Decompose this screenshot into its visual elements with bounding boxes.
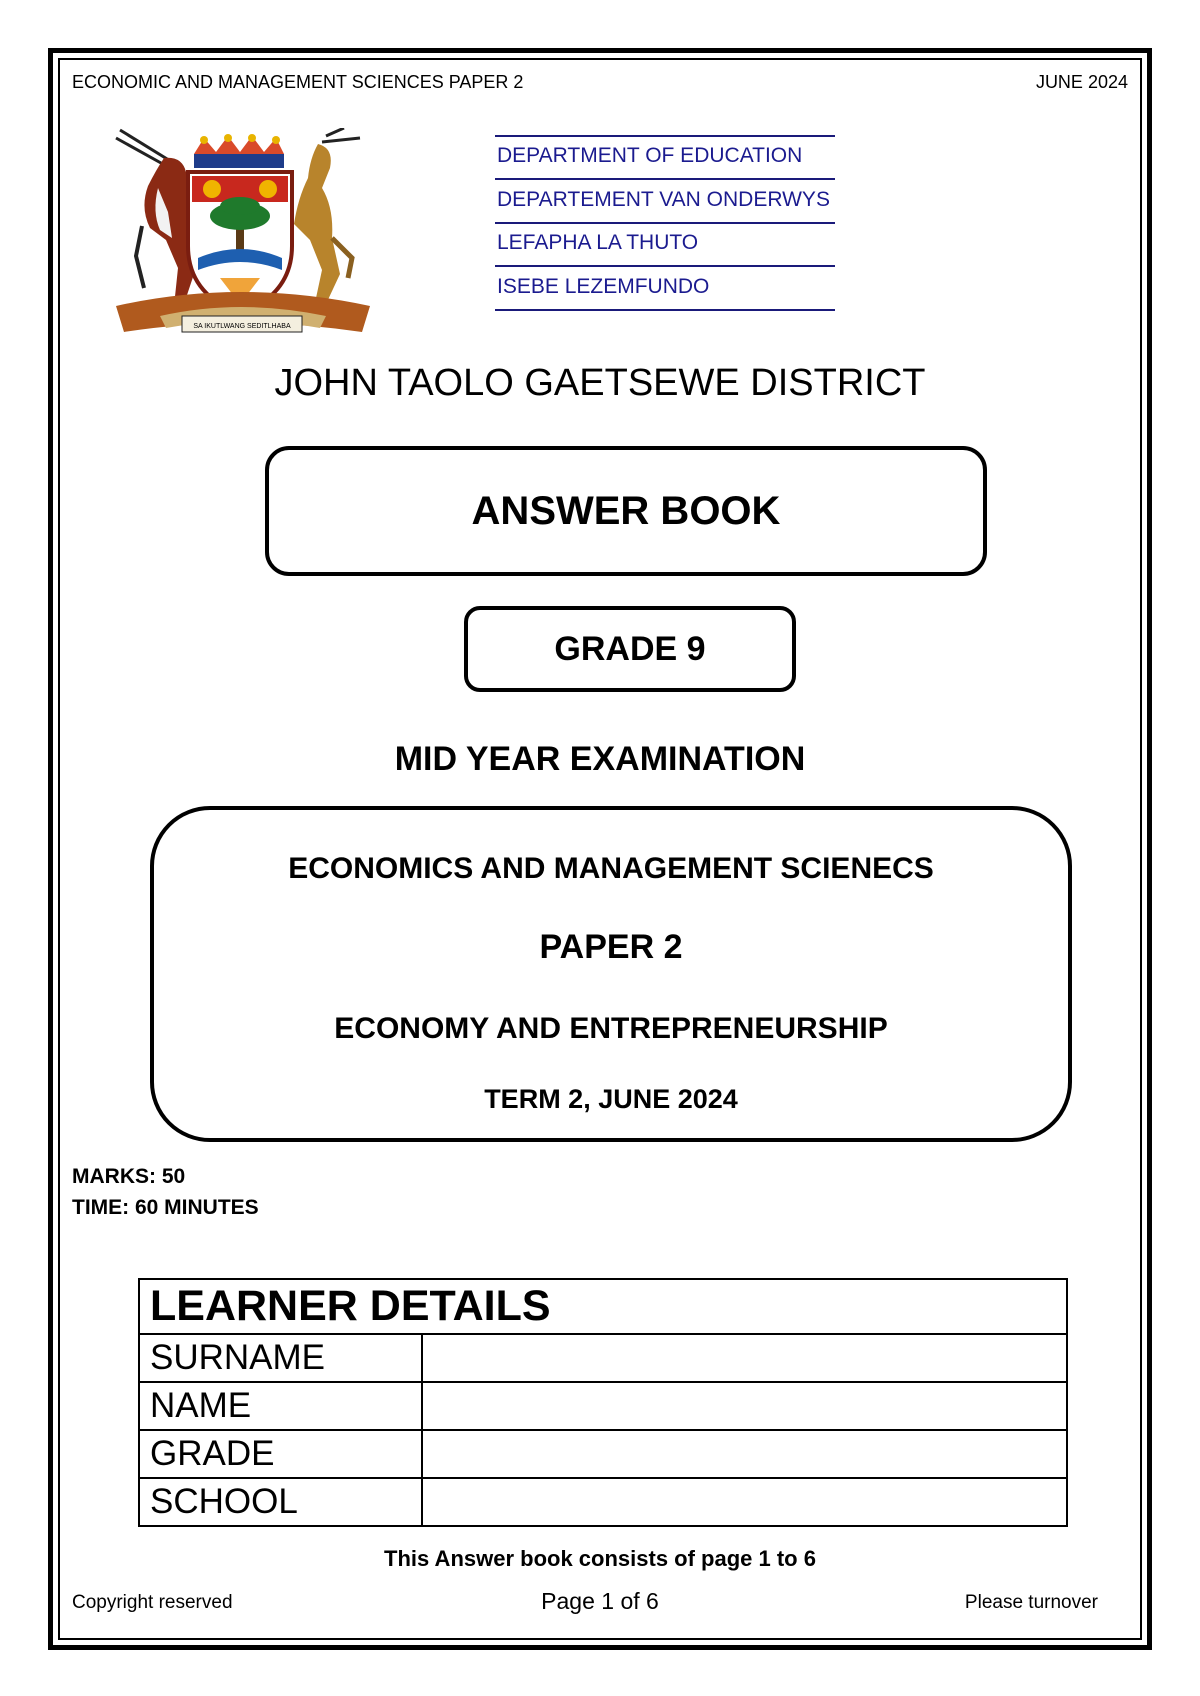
paper-topic: ECONOMY AND ENTREPRENEURSHIP xyxy=(334,1012,888,1045)
grade-box xyxy=(464,606,796,692)
learner-details-title: LEARNER DETAILS xyxy=(139,1279,1067,1334)
footer-page-number: Page 1 of 6 xyxy=(541,1588,659,1614)
name-field[interactable] xyxy=(422,1382,1067,1430)
paper-info-box xyxy=(150,806,1072,1142)
header-date: JUNE 2024 xyxy=(1035,72,1128,92)
field-label-name: NAME xyxy=(139,1382,422,1430)
surname-field[interactable] xyxy=(422,1334,1067,1382)
field-label-surname: SURNAME xyxy=(139,1334,422,1382)
subject-title: ECONOMICS AND MANAGEMENT SCIENECS xyxy=(288,852,934,885)
learner-details-table xyxy=(138,1278,1068,1527)
field-label-school: SCHOOL xyxy=(139,1478,422,1526)
header-subject: ECONOMIC AND MANAGEMENT SCIENCES PAPER 2 xyxy=(72,72,524,92)
grade-field[interactable] xyxy=(422,1430,1067,1478)
district-title: JOHN TAOLO GAETSEWE DISTRICT xyxy=(274,362,926,404)
answer-book-title: ANSWER BOOK xyxy=(471,488,781,533)
school-field[interactable] xyxy=(422,1478,1067,1526)
coat-of-arms-emblem xyxy=(112,128,374,338)
footer-copyright: Copyright reserved xyxy=(72,1592,233,1613)
table-row xyxy=(139,1382,1067,1430)
dept-line-isixhosa: ISEBE LEZEMFUNDO xyxy=(497,275,710,298)
grade-label: GRADE 9 xyxy=(554,629,706,668)
paper-number: PAPER 2 xyxy=(539,928,683,966)
coat-of-arms-motto: SA IKUTLWANG SEDITLHABA xyxy=(193,323,291,330)
dept-line-setswana: LEFAPHA LA THUTO xyxy=(497,231,699,254)
answer-book-box xyxy=(265,446,987,576)
table-row xyxy=(139,1478,1067,1526)
time-allowed: TIME: 60 MINUTES xyxy=(72,1196,259,1219)
paper-term: TERM 2, JUNE 2024 xyxy=(484,1084,738,1114)
table-row xyxy=(139,1334,1067,1382)
page-count-note: This Answer book consists of page 1 to 6 xyxy=(384,1546,816,1571)
table-row xyxy=(139,1430,1067,1478)
dept-line-afrikaans: DEPARTEMENT VAN ONDERWYS xyxy=(497,188,830,211)
dept-line-english: DEPARTMENT OF EDUCATION xyxy=(497,144,803,167)
field-label-grade: GRADE xyxy=(139,1430,422,1478)
exam-title: MID YEAR EXAMINATION xyxy=(394,740,806,778)
marks-total: MARKS: 50 xyxy=(72,1165,186,1188)
footer-turnover: Please turnover xyxy=(964,1592,1098,1613)
